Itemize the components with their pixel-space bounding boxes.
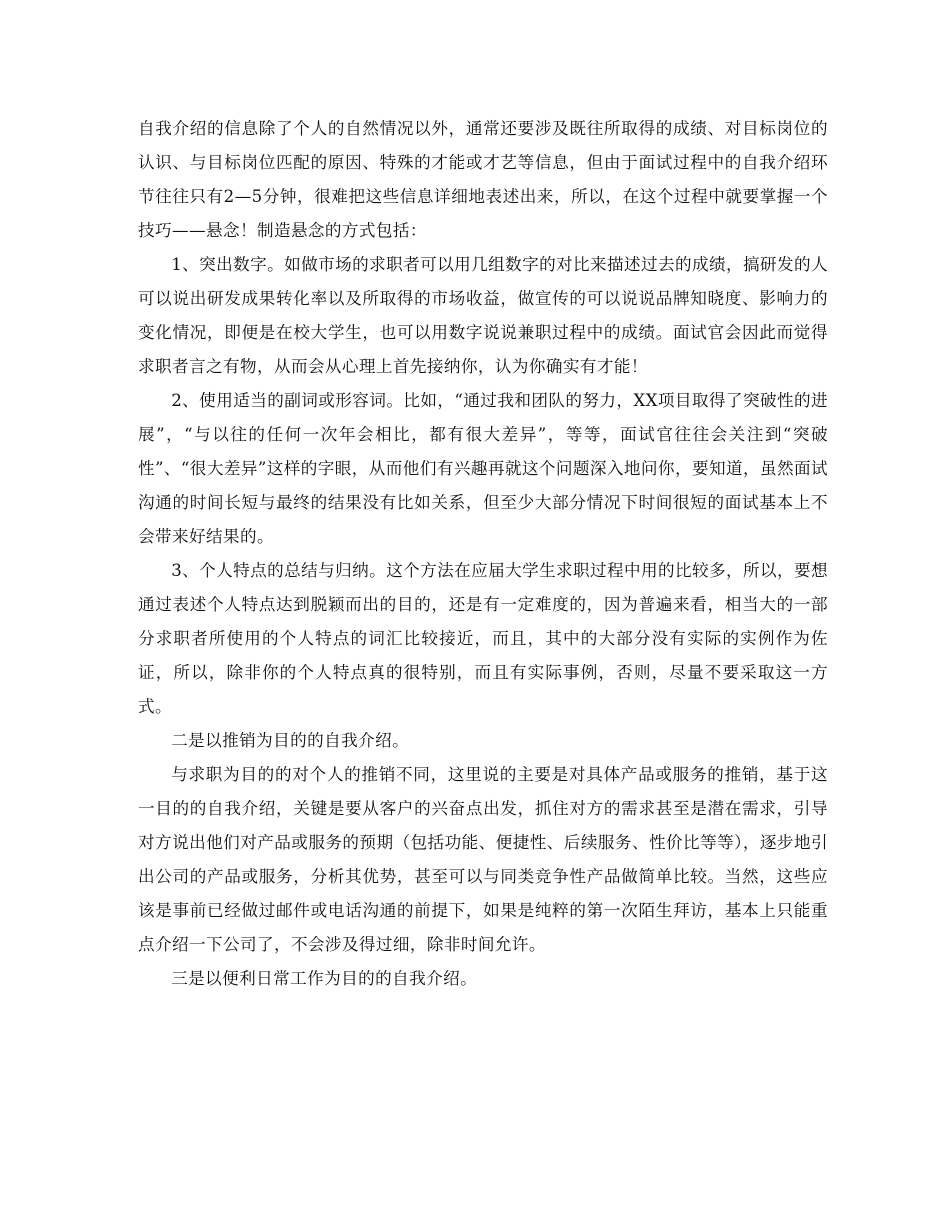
section-heading-daily-work: 三是以便利日常工作为目的的自我介绍。 bbox=[171, 969, 478, 988]
paragraph-sales: 与求职为目的的对个人的推销不同，这里说的主要是对具体产品或服务的推销，基于这一目的的自我介绍，关键是要从客户的兴奋点出发，抓住对方的需求甚至是潜在需求，引导对方说出他们对产品或服务的预期（包括功能、便捷性、后续服务、性价比等等），逐步地引出公司的产品或服务，分析其优势，甚至可以与同类竞争性产品做简单比较。当然，这些应该是事前已经做过邮件或电话沟通的前提下，如果是纯粹的第一次陌生拜访，基本上只能重点介绍一下公司了，不会涉及得过细，除非时间允许。 bbox=[138, 765, 828, 954]
section-heading-sales: 二是以推销为目的的自我介绍。 bbox=[171, 731, 410, 750]
paragraph-point-1: 1、突出数字。如做市场的求职者可以用几组数字的对比来描述过去的成绩，搞研发的人可以说出研发成果转化率以及所取得的市场收益，做宣传的可以说说品牌知晓度、影响力的变化情况，即便是在校大学生，也可以用数字说说兼职过程中的成绩。面试官会因此而觉得求职者言之有物，从而会从心理上首先接纳你，认为你确实有才能！ bbox=[138, 255, 828, 376]
paragraph-point-2: 2、使用适当的副词或形容词。比如，“通过我和团队的努力，XX项目取得了突破性的进展”，“与以往的任何一次年会相比，都有很大差异”，等等，面试官往往会关注到“突破性”、“很大差异”这样的字眼，从而他们有兴趣再就这个问题深入地问你，要知道，虽然面试沟通的时间长短与最终的结果没有比如关系，但至少大部分情况下时间很短的面试基本上不会带来好结果的。 bbox=[138, 391, 828, 546]
paragraph-intro: 自我介绍的信息除了个人的自然情况以外，通常还要涉及既往所取得的成绩、对目标岗位的认识、与目标岗位匹配的原因、特殊的才能或才艺等信息，但由于面试过程中的自我介绍环节往往只有2—5分钟，很难把这些信息详细地表述出来，所以，在这个过程中就要掌握一个技巧——悬念！制造悬念的方式包括： bbox=[138, 119, 828, 240]
document-body bbox=[138, 112, 828, 996]
paragraph-point-3: 3、个人特点的总结与归纳。这个方法在应届大学生求职过程中用的比较多，所以，要想通过表述个人特点达到脱颖而出的目的，还是有一定难度的，因为普遍来看，相当大的一部分求职者所使用的个人特点的词汇比较接近，而且，其中的大部分没有实际的实例作为佐证，所以，除非你的个人特点真的很特别，而且有实际事例，否则，尽量不要采取这一方式。 bbox=[138, 561, 828, 716]
